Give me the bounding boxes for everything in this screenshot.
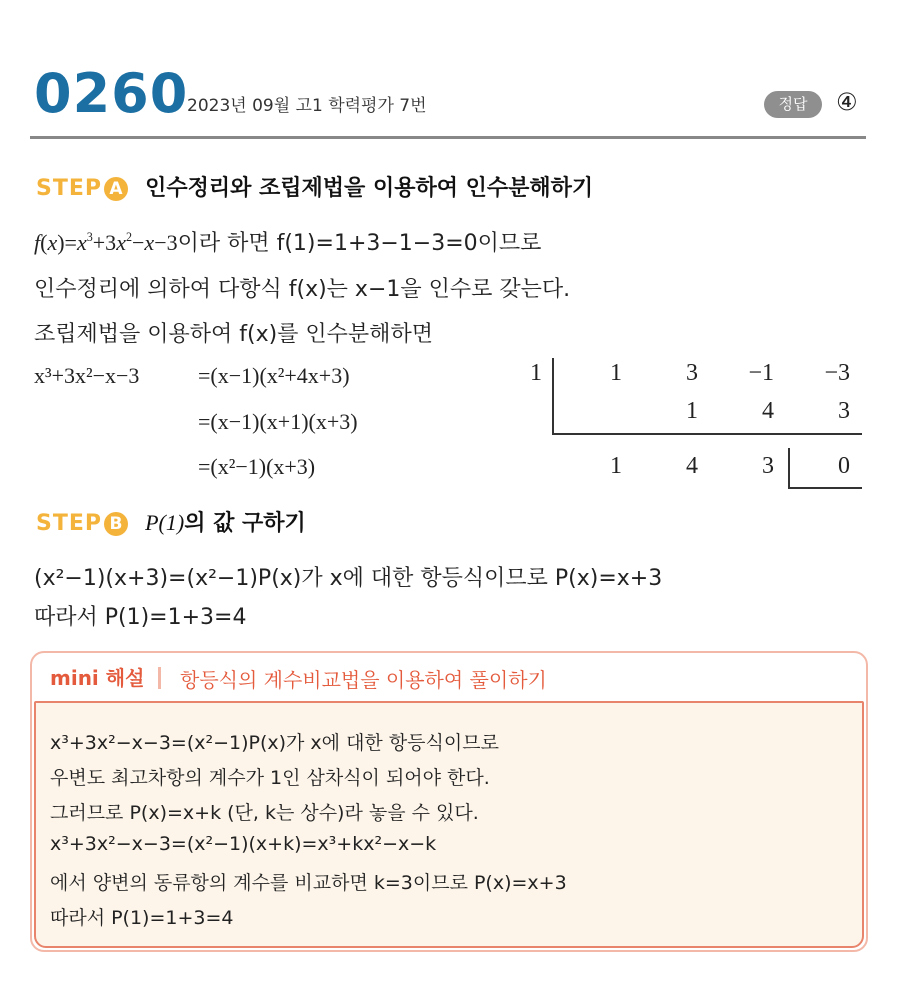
factor-eq-3: =(x²−1)(x+3) <box>198 454 316 479</box>
step-b-title: 의 값 구하기 <box>184 511 306 536</box>
factor-eq-2: =(x−1)(x+1)(x+3) <box>198 409 358 434</box>
synth-result: 1 <box>610 453 622 479</box>
step-a-title: 인수정리와 조립제법을 이용하여 인수분해하기 <box>145 176 594 201</box>
synth-middle: 3 <box>838 398 850 424</box>
factor-eq-1: =(x−1)(x²+4x+3) <box>198 363 350 388</box>
synth-divider-horizontal <box>552 433 862 435</box>
step-b-title-math: P(1) <box>145 510 185 535</box>
mini-tag: mini 해설 <box>50 666 145 690</box>
synth-result: 3 <box>762 453 774 479</box>
mini-line: 따라서 P(1)=1+3=4 <box>50 907 234 929</box>
answer-value: ④ <box>836 88 858 116</box>
mini-separator <box>158 667 161 689</box>
synth-coef: 1 <box>610 360 622 386</box>
mini-line: x³+3x²−x−3=(x²−1)P(x)가 x에 대한 항등식이므로 <box>50 732 499 754</box>
mini-line: 우변도 최고차항의 계수가 1인 삼차식이 되어야 한다. <box>50 767 490 789</box>
step-a-letter: A <box>104 177 128 201</box>
mini-line: x³+3x²−x−3=(x²−1)(x+k)=x³+kx²−x−k <box>50 833 437 855</box>
synth-middle: 1 <box>686 398 698 424</box>
step-b-label: STEP <box>36 511 103 536</box>
answer-badge: 정답 <box>764 91 822 118</box>
synth-coef: 3 <box>686 360 698 386</box>
synth-divisor: 1 <box>530 360 542 386</box>
step-a-line-1: $f(x)=x^3+3x^2-x-3$이라 하면 f(1)=1+3−1−3=0이므로 <box>34 229 542 256</box>
synth-coef: −3 <box>824 360 850 386</box>
synth-coef: −1 <box>748 360 774 386</box>
factor-eq-lhs: x³+3x²−x−3 <box>34 363 140 388</box>
synth-remainder: 0 <box>838 453 850 479</box>
step-b-letter: B <box>104 512 128 536</box>
synth-remainder-bracket-v <box>788 448 790 488</box>
step-b-line-1: (x²−1)(x+3)=(x²−1)P(x)가 x에 대한 항등식이므로 P(x)=x+3 <box>34 566 663 591</box>
problem-source: 2023년 09월 고1 학력평가 7번 <box>187 96 427 116</box>
step-a-line-3: 조립제법을 이용하여 f(x)를 인수분해하면 <box>34 322 433 347</box>
synthetic-division <box>520 358 870 492</box>
synth-divider-vertical <box>552 358 554 434</box>
mini-line: 그러므로 P(x)=x+k (단, k는 상수)라 놓을 수 있다. <box>50 802 479 824</box>
step-a-line-1-text: 이라 하면 f(1)=1+3−1−3=0이므로 <box>177 231 542 256</box>
mini-title: 항등식의 계수비교법을 이용하여 풀이하기 <box>180 668 547 692</box>
synth-result: 4 <box>686 453 698 479</box>
synth-middle: 4 <box>762 398 774 424</box>
mini-line: 에서 양변의 동류항의 계수를 비교하면 k=3이므로 P(x)=x+3 <box>50 872 567 894</box>
step-a-heading <box>36 171 593 202</box>
synth-remainder-bracket-h <box>788 487 862 489</box>
step-a-label: STEP <box>36 176 103 201</box>
problem-number: 0260 <box>34 62 189 125</box>
step-b-heading <box>36 506 306 537</box>
header-divider <box>30 136 866 139</box>
step-b-line-2: 따라서 P(1)=1+3=4 <box>34 605 247 630</box>
step-a-line-2: 인수정리에 의하여 다항식 f(x)는 x−1을 인수로 갖는다. <box>34 277 571 302</box>
